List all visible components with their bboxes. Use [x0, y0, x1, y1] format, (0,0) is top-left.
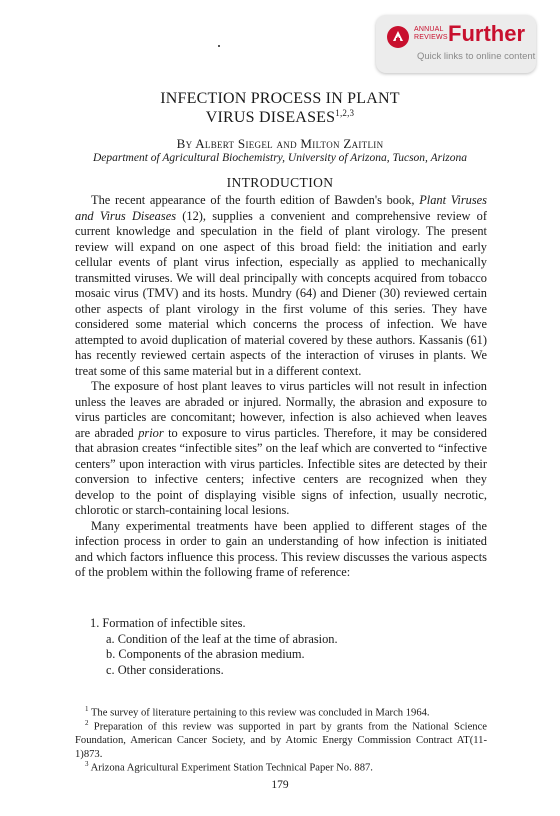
- list-item: 1. Formation of infectible sites.: [90, 616, 246, 630]
- article-body: [75, 193, 487, 581]
- badge-further-label: Further: [448, 21, 525, 46]
- page-number: 179: [271, 779, 289, 791]
- further-link-badge[interactable]: [376, 15, 536, 73]
- footnote-2: $^2$ Preparation of this review was supported in part by grants from the National Science Foundation, American Cancer Society, and by Atomic Energy Commission Contract AT(11-1)873.: [75, 719, 487, 760]
- article-title-line1: INFECTION PROCESS IN PLANT: [160, 90, 400, 107]
- annual-reviews-logo-icon: [387, 26, 409, 48]
- book-title: Plant Viruses and Virus Diseases: [75, 193, 487, 223]
- stray-dot: [218, 45, 220, 47]
- section-heading-introduction: INTRODUCTION: [226, 175, 334, 190]
- paragraph-2: The exposure of host plant leaves to virus particles will not result in infection unless the leaves are abraded or injured. Normally, the abrasion and exposure to virus particles are concomitant; however, infection is also achieved when leaves are abraded prior to exposure to virus particles. Therefore, it may be considered that abrasion creates “infectible sites” on the leaf which are converted to “infective centers” upon interaction with virus particles. Infectible sites are detected by their conversion to infective centers; infective centers are recognized when they develop to the point of displaying visible signs of infection, usually necrotic, chlorotic or starch-containing local lesions.: [75, 379, 487, 517]
- badge-brand-label: ANNUAL REVIEWS: [414, 26, 448, 41]
- list-item: b. Components of the abrasion medium.: [106, 647, 305, 661]
- title-footnote-marks: 1,2,3: [335, 108, 355, 118]
- paragraph-3: Many experimental treatments have been applied to different stages of the infection process in order to gain an understanding of how infection is initiated and which factors influence this process. This review discusses the various aspects of the problem within the following frame of reference:: [75, 518, 487, 579]
- footnote-3: $^3$ Arizona Agricultural Experiment Station Technical Paper No. 887.: [85, 760, 373, 774]
- paragraph-1: The recent appearance of the fourth edition of Bawden's book, Plant Viruses and Virus Diseases (12), supplies a convenient and comprehensive review of current knowledge and speculation in the field of plant virology. The present review will expand on one aspect of this broad field: the initiation and early cellular events of plant virus infection, especially as applied to mechanically transmitted viruses. We will deal principally with concepts acquired from tobacco mosaic virus (TMV) and its hosts. Mundry (64) and Diener (30) reviewed certain other aspects of plant virology in the first volume of this series. They have considered some material which concerns the process of infection. We have attempted to avoid duplication of material covered by these authors. Kassanis (61) has recently reviewed certain aspects of the interaction of viruses in plants. We treat some of this same material but in a different context.: [75, 193, 487, 378]
- footnote-1: $^1$ The survey of literature pertaining to this review was concluded in March 1964.: [85, 705, 430, 719]
- article-title-line2: VIRUS DISEASES$^{1,2,3}$: [205, 108, 355, 126]
- outline-list: [90, 616, 338, 678]
- badge-subtitle: Quick links to online content: [417, 51, 536, 62]
- emphasis-prior: prior: [138, 425, 164, 440]
- article-affiliation: Department of Agricultural Biochemistry, University of Arizona, Tucson, Arizona: [92, 152, 468, 164]
- list-item: a. Condition of the leaf at the time of abrasion.: [106, 631, 338, 646]
- article-authors: By Albert Siegel and Milton Zaitlin: [176, 136, 384, 151]
- list-item: c. Other considerations.: [106, 662, 224, 677]
